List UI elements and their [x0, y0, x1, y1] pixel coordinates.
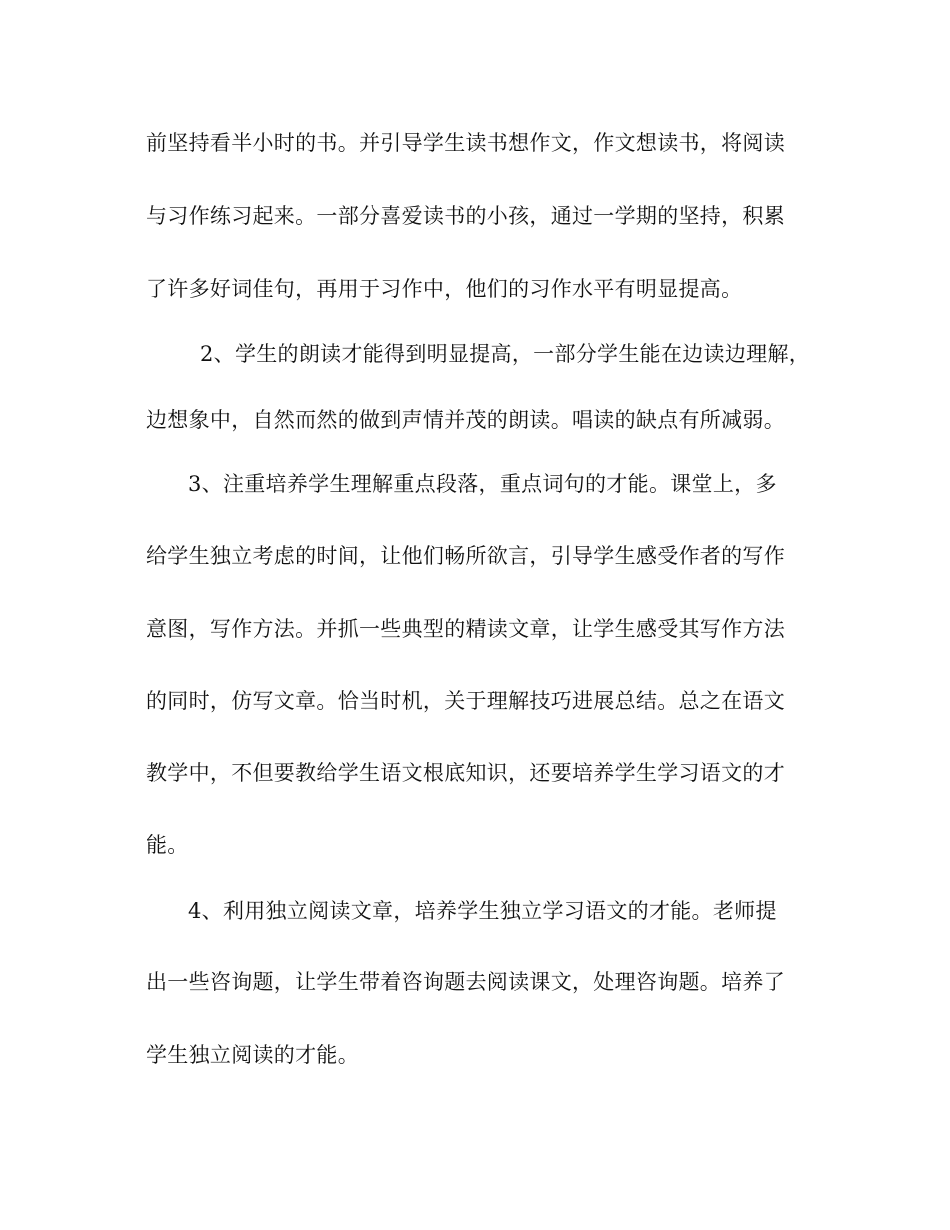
paragraph-4-line-1: 4、利用独立阅读文章，培养学生独立学习语文的才能。老师提 — [188, 899, 777, 923]
paragraph-3-line-4: 的同时，仿写文章。恰当时机，关于理解技巧进展总结。总之在语文 — [146, 689, 785, 713]
paragraph-3-line-1: 3、注重培养学生理解重点段落，重点词句的才能。课堂上，多 — [188, 472, 777, 496]
paragraph-4-line-2: 出一些咨询题，让学生带着咨询题去阅读课文，处理咨询题。培养了 — [146, 970, 785, 994]
paragraph-3-line-2: 给学生独立考虑的时间，让他们畅所欲言，引导学生感受作者的写作 — [146, 544, 785, 568]
paragraph-2-line-1: 2、学生的朗读才能得到明显提高，一部分学生能在边读边理解， — [200, 342, 811, 366]
text-line-1: 前坚持看半小时的书。并引导学生读书想作文，作文想读书，将阅读 — [146, 131, 785, 155]
text-line-3: 了许多好词佳句，再用于习作中，他们的习作水平有明显提高。 — [146, 277, 743, 301]
text-line-2: 与习作练习起来。一部分喜爱读书的小孩，通过一学期的坚持，积累 — [146, 204, 785, 228]
paragraph-3-line-5: 教学中，不但要教给学生语文根底知识，还要培养学生学习语文的才 — [146, 761, 785, 785]
paragraph-4-line-3: 学生独立阅读的才能。 — [146, 1043, 359, 1067]
paragraph-2-line-2: 边想象中，自然而然的做到声情并茂的朗读。唱读的缺点有所减弱。 — [146, 408, 785, 432]
paragraph-3-line-3: 意图，写作方法。并抓一些典型的精读文章，让学生感受其写作方法 — [146, 617, 785, 641]
paragraph-3-line-6: 能。 — [146, 833, 189, 857]
